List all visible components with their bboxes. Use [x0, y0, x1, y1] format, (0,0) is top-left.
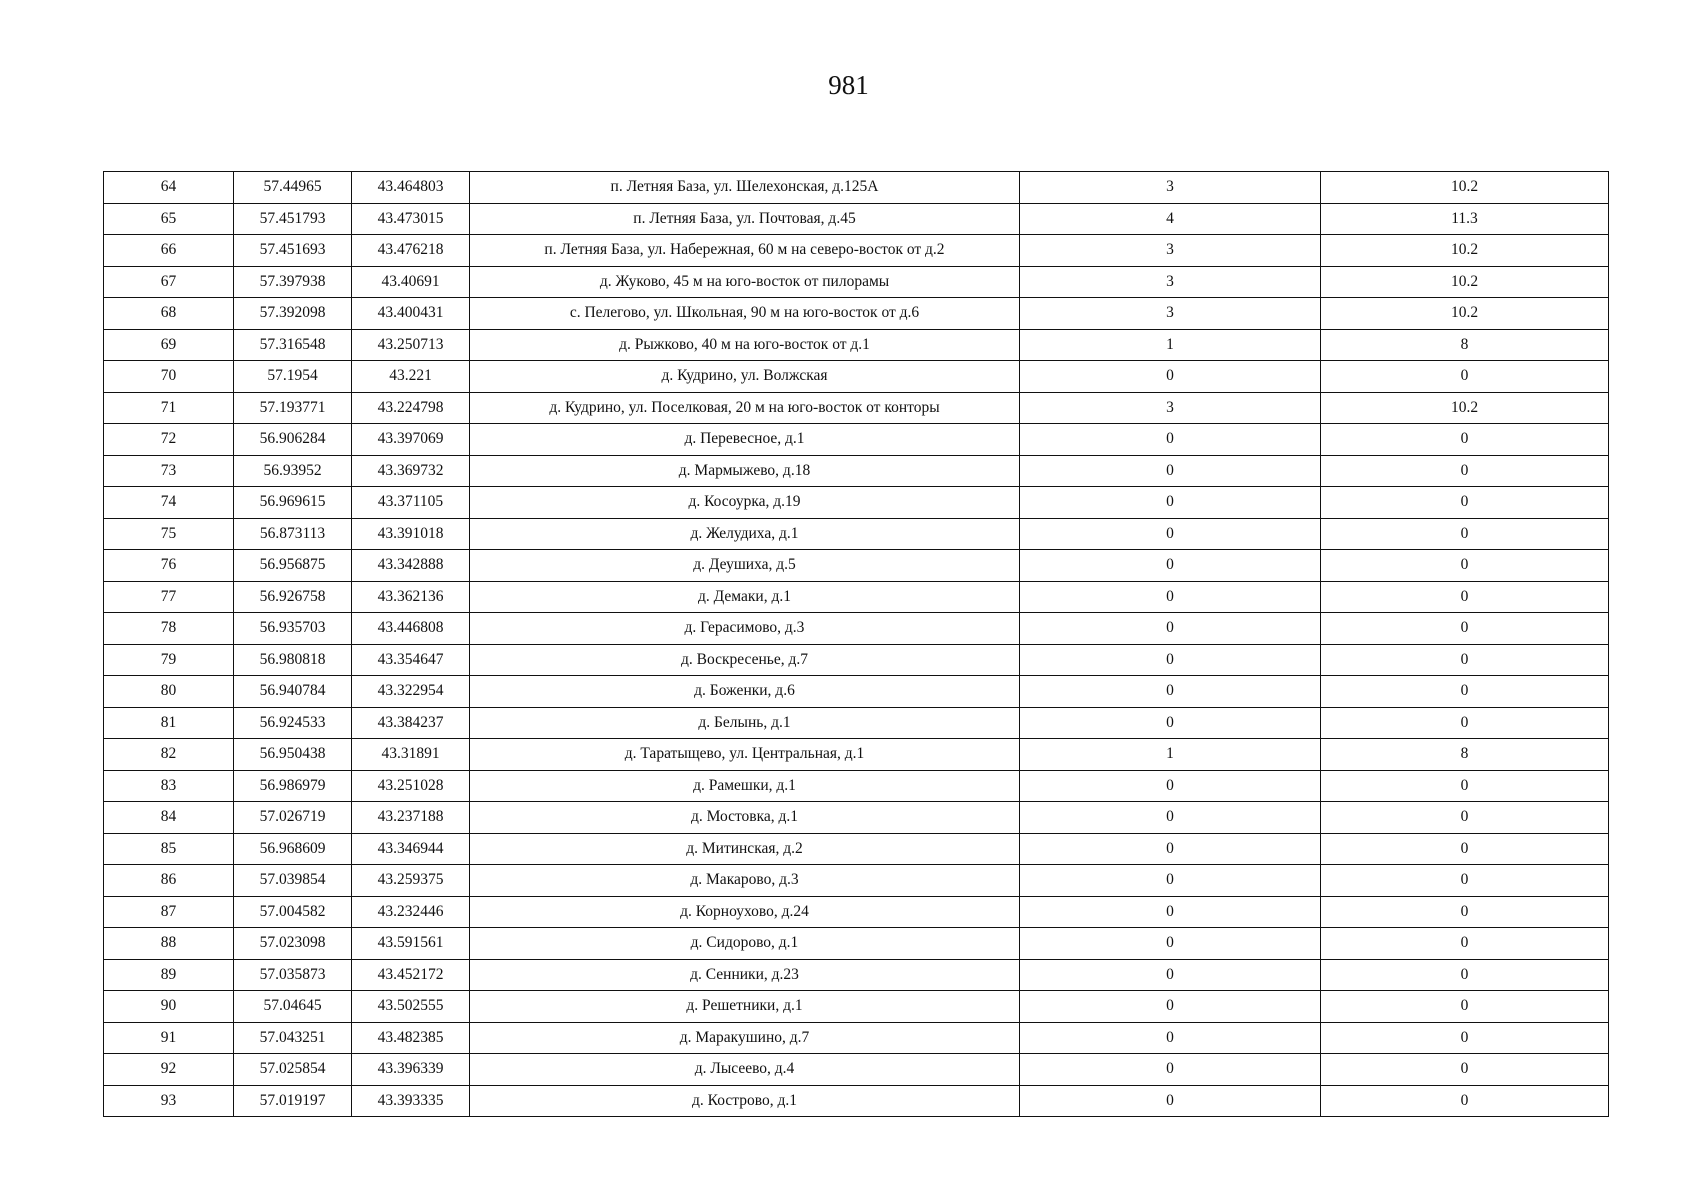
latitude-cell: 57.004582 [234, 896, 352, 928]
value-cell: 0 [1321, 959, 1609, 991]
table-row [104, 424, 1609, 456]
address-cell: д. Жуково, 45 м на юго-восток от пилорамы [470, 266, 1020, 298]
longitude-cell: 43.250713 [352, 329, 470, 361]
table-row [104, 455, 1609, 487]
row-number-cell: 88 [104, 928, 234, 960]
latitude-cell: 56.980818 [234, 644, 352, 676]
value-cell: 10.2 [1321, 298, 1609, 330]
longitude-cell: 43.237188 [352, 802, 470, 834]
latitude-cell: 56.940784 [234, 676, 352, 708]
row-number-cell: 84 [104, 802, 234, 834]
value-cell: 0 [1321, 676, 1609, 708]
count-cell: 0 [1020, 991, 1321, 1023]
row-number-cell: 87 [104, 896, 234, 928]
count-cell: 3 [1020, 298, 1321, 330]
latitude-cell: 56.924533 [234, 707, 352, 739]
latitude-cell: 57.026719 [234, 802, 352, 834]
count-cell: 0 [1020, 928, 1321, 960]
table-row [104, 865, 1609, 897]
latitude-cell: 57.316548 [234, 329, 352, 361]
row-number-cell: 79 [104, 644, 234, 676]
latitude-cell: 57.44965 [234, 172, 352, 204]
longitude-cell: 43.397069 [352, 424, 470, 456]
latitude-cell: 57.039854 [234, 865, 352, 897]
count-cell: 0 [1020, 487, 1321, 519]
value-cell: 0 [1321, 802, 1609, 834]
count-cell: 0 [1020, 455, 1321, 487]
latitude-cell: 57.392098 [234, 298, 352, 330]
address-cell: д. Маракушино, д.7 [470, 1022, 1020, 1054]
table-row [104, 1054, 1609, 1086]
row-number-cell: 74 [104, 487, 234, 519]
longitude-cell: 43.362136 [352, 581, 470, 613]
longitude-cell: 43.476218 [352, 235, 470, 267]
table-row [104, 1022, 1609, 1054]
count-cell: 1 [1020, 329, 1321, 361]
longitude-cell: 43.369732 [352, 455, 470, 487]
latitude-cell: 56.935703 [234, 613, 352, 645]
value-cell: 0 [1321, 613, 1609, 645]
longitude-cell: 43.482385 [352, 1022, 470, 1054]
longitude-cell: 43.322954 [352, 676, 470, 708]
count-cell: 0 [1020, 959, 1321, 991]
count-cell: 0 [1020, 1085, 1321, 1117]
row-number-cell: 81 [104, 707, 234, 739]
address-cell: д. Мостовка, д.1 [470, 802, 1020, 834]
table-row [104, 361, 1609, 393]
table-row [104, 550, 1609, 582]
latitude-cell: 57.451693 [234, 235, 352, 267]
latitude-cell: 56.950438 [234, 739, 352, 771]
table-row [104, 613, 1609, 645]
address-cell: д. Митинская, д.2 [470, 833, 1020, 865]
latitude-cell: 56.969615 [234, 487, 352, 519]
value-cell: 0 [1321, 896, 1609, 928]
longitude-cell: 43.346944 [352, 833, 470, 865]
value-cell: 0 [1321, 833, 1609, 865]
count-cell: 0 [1020, 644, 1321, 676]
longitude-cell: 43.452172 [352, 959, 470, 991]
address-cell: д. Демаки, д.1 [470, 581, 1020, 613]
address-cell: д. Кудрино, ул. Волжская [470, 361, 1020, 393]
count-cell: 0 [1020, 802, 1321, 834]
row-number-cell: 68 [104, 298, 234, 330]
row-number-cell: 77 [104, 581, 234, 613]
longitude-cell: 43.400431 [352, 298, 470, 330]
row-number-cell: 78 [104, 613, 234, 645]
longitude-cell: 43.446808 [352, 613, 470, 645]
value-cell: 0 [1321, 487, 1609, 519]
count-cell: 0 [1020, 581, 1321, 613]
count-cell: 0 [1020, 1022, 1321, 1054]
latitude-cell: 56.93952 [234, 455, 352, 487]
address-cell: д. Корноухово, д.24 [470, 896, 1020, 928]
value-cell: 0 [1321, 770, 1609, 802]
latitude-cell: 57.397938 [234, 266, 352, 298]
table-row [104, 644, 1609, 676]
longitude-cell: 43.251028 [352, 770, 470, 802]
value-cell: 10.2 [1321, 172, 1609, 204]
longitude-cell: 43.371105 [352, 487, 470, 519]
table-row [104, 487, 1609, 519]
address-cell: д. Белынь, д.1 [470, 707, 1020, 739]
address-cell: д. Таратыщево, ул. Центральная, д.1 [470, 739, 1020, 771]
count-cell: 3 [1020, 235, 1321, 267]
count-cell: 0 [1020, 676, 1321, 708]
row-number-cell: 80 [104, 676, 234, 708]
longitude-cell: 43.31891 [352, 739, 470, 771]
row-number-cell: 72 [104, 424, 234, 456]
longitude-cell: 43.502555 [352, 991, 470, 1023]
row-number-cell: 82 [104, 739, 234, 771]
value-cell: 0 [1321, 1054, 1609, 1086]
count-cell: 0 [1020, 424, 1321, 456]
row-number-cell: 85 [104, 833, 234, 865]
latitude-cell: 57.043251 [234, 1022, 352, 1054]
table-row [104, 991, 1609, 1023]
table-row [104, 235, 1609, 267]
table-row [104, 802, 1609, 834]
value-cell: 0 [1321, 1022, 1609, 1054]
table-row [104, 203, 1609, 235]
longitude-cell: 43.384237 [352, 707, 470, 739]
address-cell: д. Сенники, д.23 [470, 959, 1020, 991]
address-cell: д. Воскресенье, д.7 [470, 644, 1020, 676]
address-cell: д. Мармыжево, д.18 [470, 455, 1020, 487]
address-cell: д. Макарово, д.3 [470, 865, 1020, 897]
address-cell: д. Желудиха, д.1 [470, 518, 1020, 550]
address-cell: д. Решетники, д.1 [470, 991, 1020, 1023]
row-number-cell: 71 [104, 392, 234, 424]
count-cell: 0 [1020, 613, 1321, 645]
value-cell: 0 [1321, 865, 1609, 897]
table-row [104, 329, 1609, 361]
table-row [104, 298, 1609, 330]
count-cell: 4 [1020, 203, 1321, 235]
row-number-cell: 89 [104, 959, 234, 991]
latitude-cell: 56.873113 [234, 518, 352, 550]
longitude-cell: 43.591561 [352, 928, 470, 960]
longitude-cell: 43.40691 [352, 266, 470, 298]
value-cell: 0 [1321, 707, 1609, 739]
value-cell: 8 [1321, 329, 1609, 361]
row-number-cell: 73 [104, 455, 234, 487]
table-row [104, 392, 1609, 424]
address-cell: д. Деушиха, д.5 [470, 550, 1020, 582]
latitude-cell: 57.451793 [234, 203, 352, 235]
count-cell: 1 [1020, 739, 1321, 771]
address-cell: д. Лысеево, д.4 [470, 1054, 1020, 1086]
latitude-cell: 56.968609 [234, 833, 352, 865]
table-row [104, 1085, 1609, 1117]
value-cell: 10.2 [1321, 266, 1609, 298]
address-cell: д. Кострово, д.1 [470, 1085, 1020, 1117]
row-number-cell: 67 [104, 266, 234, 298]
count-cell: 3 [1020, 392, 1321, 424]
count-cell: 0 [1020, 1054, 1321, 1086]
latitude-cell: 57.1954 [234, 361, 352, 393]
address-cell: д. Боженки, д.6 [470, 676, 1020, 708]
row-number-cell: 75 [104, 518, 234, 550]
address-cell: д. Кудрино, ул. Поселковая, 20 м на юго-восток от конторы [470, 392, 1020, 424]
row-number-cell: 65 [104, 203, 234, 235]
count-cell: 3 [1020, 172, 1321, 204]
address-cell: д. Рамешки, д.1 [470, 770, 1020, 802]
latitude-cell: 57.035873 [234, 959, 352, 991]
count-cell: 0 [1020, 361, 1321, 393]
value-cell: 10.2 [1321, 235, 1609, 267]
value-cell: 0 [1321, 424, 1609, 456]
row-number-cell: 93 [104, 1085, 234, 1117]
latitude-cell: 57.025854 [234, 1054, 352, 1086]
locations-table [103, 171, 1609, 1117]
latitude-cell: 56.986979 [234, 770, 352, 802]
longitude-cell: 43.221 [352, 361, 470, 393]
table-row [104, 581, 1609, 613]
count-cell: 0 [1020, 833, 1321, 865]
longitude-cell: 43.396339 [352, 1054, 470, 1086]
row-number-cell: 64 [104, 172, 234, 204]
row-number-cell: 76 [104, 550, 234, 582]
page-number: 981 [828, 70, 869, 100]
latitude-cell: 57.023098 [234, 928, 352, 960]
value-cell: 0 [1321, 518, 1609, 550]
table-row [104, 928, 1609, 960]
count-cell: 0 [1020, 550, 1321, 582]
latitude-cell: 57.04645 [234, 991, 352, 1023]
address-cell: д. Герасимово, д.3 [470, 613, 1020, 645]
latitude-cell: 57.019197 [234, 1085, 352, 1117]
value-cell: 0 [1321, 550, 1609, 582]
longitude-cell: 43.391018 [352, 518, 470, 550]
address-cell: д. Перевесное, д.1 [470, 424, 1020, 456]
longitude-cell: 43.259375 [352, 865, 470, 897]
table-row [104, 739, 1609, 771]
table-row [104, 833, 1609, 865]
address-cell: п. Летняя База, ул. Набережная, 60 м на северо-восток от д.2 [470, 235, 1020, 267]
value-cell: 0 [1321, 644, 1609, 676]
count-cell: 0 [1020, 896, 1321, 928]
latitude-cell: 56.956875 [234, 550, 352, 582]
longitude-cell: 43.342888 [352, 550, 470, 582]
address-cell: д. Косоурка, д.19 [470, 487, 1020, 519]
longitude-cell: 43.473015 [352, 203, 470, 235]
table-row [104, 518, 1609, 550]
row-number-cell: 90 [104, 991, 234, 1023]
value-cell: 0 [1321, 928, 1609, 960]
count-cell: 0 [1020, 707, 1321, 739]
value-cell: 11.3 [1321, 203, 1609, 235]
row-number-cell: 91 [104, 1022, 234, 1054]
longitude-cell: 43.224798 [352, 392, 470, 424]
row-number-cell: 92 [104, 1054, 234, 1086]
longitude-cell: 43.232446 [352, 896, 470, 928]
row-number-cell: 83 [104, 770, 234, 802]
table-row [104, 266, 1609, 298]
address-cell: д. Сидорово, д.1 [470, 928, 1020, 960]
value-cell: 0 [1321, 581, 1609, 613]
address-cell: д. Рыжково, 40 м на юго-восток от д.1 [470, 329, 1020, 361]
address-cell: п. Летняя База, ул. Почтовая, д.45 [470, 203, 1020, 235]
count-cell: 0 [1020, 770, 1321, 802]
table-row [104, 770, 1609, 802]
latitude-cell: 57.193771 [234, 392, 352, 424]
count-cell: 0 [1020, 518, 1321, 550]
longitude-cell: 43.464803 [352, 172, 470, 204]
latitude-cell: 56.926758 [234, 581, 352, 613]
row-number-cell: 86 [104, 865, 234, 897]
value-cell: 10.2 [1321, 392, 1609, 424]
value-cell: 8 [1321, 739, 1609, 771]
value-cell: 0 [1321, 991, 1609, 1023]
latitude-cell: 56.906284 [234, 424, 352, 456]
table-row [104, 959, 1609, 991]
table-row [104, 896, 1609, 928]
row-number-cell: 69 [104, 329, 234, 361]
table-row [104, 707, 1609, 739]
table-body [104, 172, 1609, 1117]
table-row [104, 676, 1609, 708]
value-cell: 0 [1321, 1085, 1609, 1117]
count-cell: 0 [1020, 865, 1321, 897]
address-cell: с. Пелегово, ул. Школьная, 90 м на юго-восток от д.6 [470, 298, 1020, 330]
table-row [104, 172, 1609, 204]
count-cell: 3 [1020, 266, 1321, 298]
address-cell: п. Летняя База, ул. Шелехонская, д.125А [470, 172, 1020, 204]
longitude-cell: 43.393335 [352, 1085, 470, 1117]
value-cell: 0 [1321, 455, 1609, 487]
row-number-cell: 66 [104, 235, 234, 267]
longitude-cell: 43.354647 [352, 644, 470, 676]
row-number-cell: 70 [104, 361, 234, 393]
value-cell: 0 [1321, 361, 1609, 393]
